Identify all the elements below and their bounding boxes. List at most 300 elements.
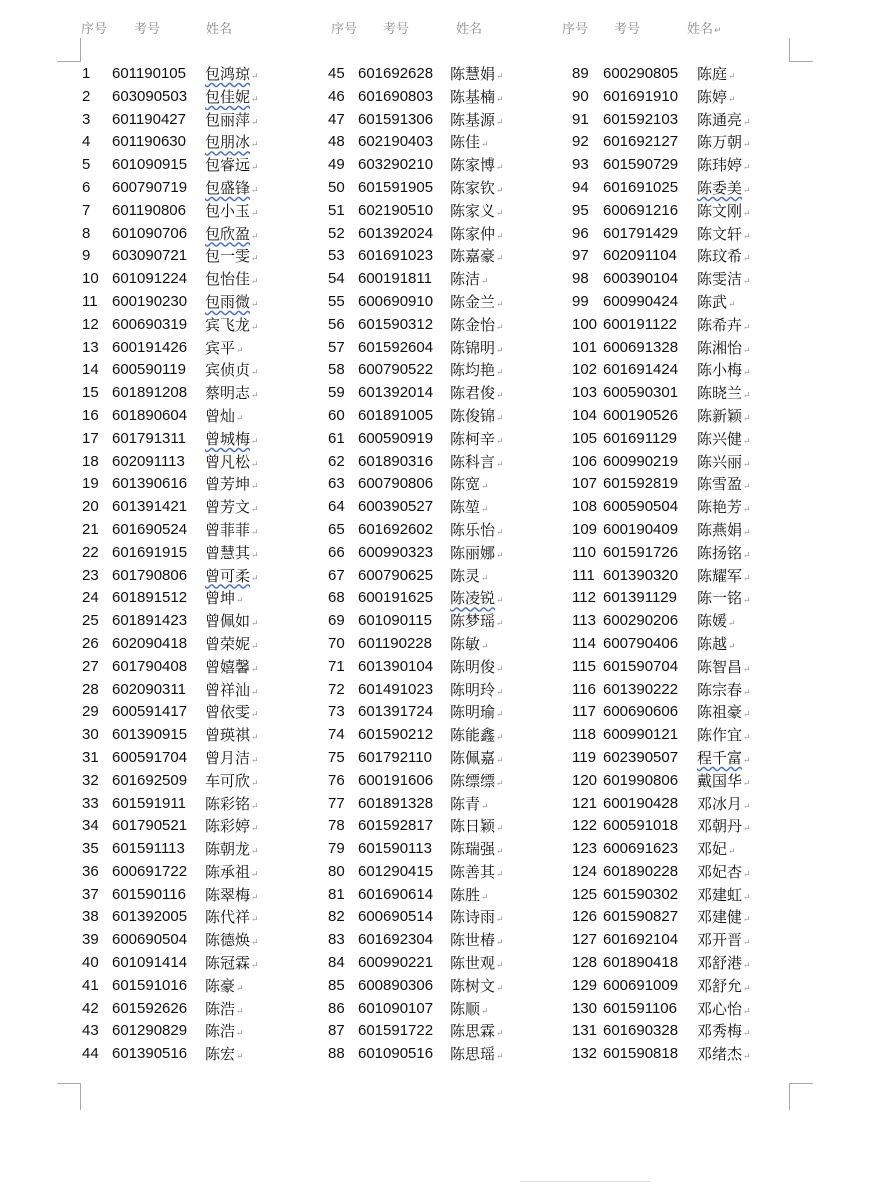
paragraph-mark: ↵: [251, 755, 259, 766]
exam-id: 601791311: [112, 429, 186, 447]
exam-id: 601790408: [112, 657, 188, 675]
table-row: [572, 884, 812, 907]
paragraph-mark: ↵: [743, 961, 751, 972]
student-name: 曾芳文: [205, 498, 251, 517]
table-row: [328, 154, 563, 177]
student-name: 陈代祥: [205, 908, 251, 927]
exam-id: 601690328: [603, 1022, 679, 1040]
table-row: [572, 268, 812, 291]
seq-number: 118: [572, 726, 596, 744]
seq-number: 33: [82, 794, 99, 812]
seq-number: 98: [572, 270, 589, 288]
exam-id: 601691023: [358, 247, 434, 265]
table-row: [328, 975, 563, 998]
table-row: [82, 747, 322, 770]
table-row: [572, 838, 812, 861]
exam-id: 601891328: [358, 794, 434, 812]
paragraph-mark: ↵: [251, 801, 259, 812]
seq-number: 95: [572, 201, 589, 219]
seq-number: 18: [82, 452, 99, 470]
exam-id: 601692628: [358, 65, 434, 82]
table-row: [82, 223, 322, 246]
seq-number: 99: [572, 292, 589, 310]
paragraph-mark: ↵: [251, 733, 259, 744]
student-name: 曾可柔: [205, 566, 251, 585]
paragraph-mark: ↵: [496, 755, 504, 766]
student-name: 陈燕娟: [697, 520, 743, 539]
exam-id: 600690319: [112, 315, 188, 333]
student-name: 陈武: [697, 292, 728, 311]
student-name: 曾芳坤: [205, 475, 251, 494]
student-name: 陈文轩: [697, 224, 743, 243]
exam-id: 601690524: [112, 520, 188, 538]
paragraph-mark: ↵: [251, 368, 259, 379]
table-row: [572, 929, 812, 952]
table-row: [328, 1020, 563, 1043]
student-name: 陈通亮: [697, 110, 743, 129]
exam-id: 601592604: [358, 338, 434, 356]
student-name: 戴国华: [697, 771, 743, 790]
exam-id: 600191426: [112, 338, 188, 356]
paragraph-mark: ↵: [251, 641, 259, 652]
paragraph-mark: ↵: [496, 94, 504, 105]
table-row: [328, 998, 563, 1021]
exam-id: 600191625: [358, 589, 434, 607]
seq-number: 110: [572, 543, 596, 561]
exam-id: 600390104: [603, 270, 679, 288]
student-name: 宾平: [205, 338, 236, 357]
paragraph-mark: ↵: [251, 892, 259, 903]
exam-id: 600690504: [112, 931, 188, 949]
student-name: 陈科言: [450, 452, 496, 471]
header-seq-3: 序号: [562, 22, 589, 37]
paragraph-mark: ↵: [728, 619, 736, 630]
student-name: 包丽萍: [205, 110, 251, 129]
table-row: [572, 337, 812, 360]
student-name: 陈梦瑶: [450, 612, 496, 631]
seq-number: 37: [82, 885, 99, 903]
exam-id: 601090107: [358, 999, 434, 1017]
table-row: [82, 815, 322, 838]
seq-number: 130: [572, 999, 598, 1017]
table-row: [328, 245, 563, 268]
table-row: [82, 793, 322, 816]
table-row: [328, 382, 563, 405]
student-name: 包怡佳: [205, 270, 251, 289]
student-name: 陈新颖: [697, 406, 743, 425]
seq-number: 28: [82, 680, 99, 698]
seq-number: 86: [328, 999, 345, 1017]
exam-id: 601091414: [112, 954, 188, 972]
seq-number: 20: [82, 498, 99, 516]
student-name: 曾佩如: [205, 612, 251, 631]
exam-id: 600790625: [358, 566, 434, 584]
seq-number: 29: [82, 703, 99, 721]
paragraph-mark: ↵: [496, 938, 504, 949]
table-row: [572, 131, 812, 154]
exam-id: 601491023: [358, 680, 434, 698]
student-name: 包一雯: [205, 247, 251, 266]
seq-number: 24: [82, 589, 99, 607]
table-row: [328, 496, 563, 519]
exam-id: 601290829: [112, 1022, 188, 1040]
table-row: [328, 929, 563, 952]
table-row: [328, 200, 563, 223]
exam-id: 601391129: [603, 589, 677, 607]
seq-number: 100: [572, 315, 598, 333]
exam-id: 602090311: [112, 680, 186, 698]
corner-mark-top-right: [789, 38, 813, 62]
seq-number: 56: [328, 315, 345, 333]
paragraph-mark: ↵: [496, 185, 504, 196]
exam-id: 601090915: [112, 156, 188, 174]
header-name-3: [687, 18, 722, 37]
table-row: [82, 314, 322, 337]
student-name: 陈宗春: [697, 680, 743, 699]
table-row: [572, 314, 812, 337]
exam-id: 600690910: [358, 292, 434, 310]
exam-id: 601590113: [358, 840, 432, 858]
paragraph-mark: ↵: [251, 710, 259, 721]
exam-id: 600790406: [603, 634, 679, 652]
seq-number: 71: [328, 657, 345, 675]
student-name: 邓舒允: [697, 976, 743, 995]
table-row: [82, 451, 322, 474]
seq-number: 58: [328, 361, 345, 379]
paragraph-mark: ↵: [496, 391, 504, 402]
paragraph-mark: ↵: [251, 277, 259, 288]
student-name: 陈婷: [697, 87, 728, 106]
paragraph-mark: ↵: [743, 391, 751, 402]
exam-id: 600591018: [603, 817, 679, 835]
exam-id: 600790719: [112, 178, 188, 196]
table-row: [328, 815, 563, 838]
roster-column-2: [328, 63, 563, 1066]
exam-id: 600990219: [603, 452, 679, 470]
seq-number: 84: [328, 954, 345, 972]
exam-id: 601692509: [112, 771, 188, 789]
exam-id: 600790522: [358, 361, 434, 379]
header-name-2: 姓名: [456, 22, 483, 37]
student-name: 曾凡松: [205, 452, 251, 471]
table-row: [82, 633, 322, 656]
table-row: [82, 952, 322, 975]
student-name: 陈佳: [450, 133, 481, 152]
seq-number: 8: [82, 224, 91, 242]
exam-id: 601590116: [112, 885, 186, 903]
student-name: 陈金兰: [450, 292, 496, 311]
exam-id: 601890228: [603, 862, 679, 880]
seq-number: 125: [572, 885, 598, 903]
student-name: 陈媛: [697, 612, 728, 631]
seq-number: 107: [572, 475, 598, 493]
seq-number: 81: [328, 885, 345, 903]
student-name: 陈越: [697, 634, 728, 653]
paragraph-mark: ↵: [236, 596, 244, 607]
exam-id: 601692602: [358, 520, 434, 538]
table-row: [328, 884, 563, 907]
table-row: [572, 496, 812, 519]
seq-number: 61: [328, 429, 345, 447]
table-row: [328, 838, 563, 861]
student-name: 陈晓兰: [697, 384, 743, 403]
table-row: [82, 1043, 322, 1066]
exam-id: 601691025: [603, 178, 679, 196]
paragraph-mark: ↵: [728, 847, 736, 858]
table-row: [572, 998, 812, 1021]
paragraph-mark: ↵: [251, 687, 259, 698]
student-name: 陈庭: [697, 65, 728, 83]
header-name-3-text: 姓名: [687, 22, 714, 37]
exam-id: 601592103: [603, 110, 679, 128]
student-name: 陈艳芳: [697, 498, 743, 517]
seq-number: 76: [328, 771, 345, 789]
paragraph-mark: ↵: [251, 938, 259, 949]
table-row: [572, 382, 812, 405]
seq-number: 104: [572, 406, 598, 424]
student-name: 陈堃: [450, 498, 481, 517]
table-row: [572, 701, 812, 724]
paragraph-mark: ↵: [481, 140, 489, 151]
student-name: 陈雯洁: [697, 270, 743, 289]
paragraph-mark: ↵: [743, 938, 751, 949]
table-row: [82, 929, 322, 952]
paragraph-mark: ↵: [743, 140, 751, 151]
seq-number: 26: [82, 634, 99, 652]
table-row: [82, 998, 322, 1021]
seq-number: 21: [82, 520, 99, 538]
seq-number: 105: [572, 429, 598, 447]
student-name: 邓朝丹: [697, 817, 743, 836]
seq-number: 103: [572, 384, 598, 402]
student-name: 曾嬉馨: [205, 657, 251, 676]
paragraph-mark: ↵: [743, 1006, 751, 1017]
exam-id: 600691009: [603, 976, 679, 994]
table-row: [328, 428, 563, 451]
seq-number: 39: [82, 931, 99, 949]
student-name: 曾城梅: [205, 429, 251, 448]
student-name: 陈扬铭: [697, 543, 743, 562]
seq-number: 106: [572, 452, 598, 470]
student-name: 陈浩: [205, 1022, 236, 1041]
table-row: [82, 861, 322, 884]
table-row: [82, 63, 322, 86]
student-name: 陈日颖: [450, 817, 496, 836]
student-name: 曾慧其: [205, 543, 251, 562]
student-name: 陈朝龙: [205, 840, 251, 859]
paragraph-mark: ↵: [743, 983, 751, 994]
student-name: 陈明瑜: [450, 703, 496, 722]
table-row: [572, 200, 812, 223]
table-row: [328, 86, 563, 109]
table-row: [328, 793, 563, 816]
table-row: [572, 1043, 812, 1066]
paragraph-mark: ↵: [481, 277, 489, 288]
table-row: [328, 405, 563, 428]
paragraph-mark: ↵: [743, 915, 751, 926]
seq-number: 16: [82, 406, 99, 424]
student-name: 陈宏: [205, 1045, 236, 1064]
paragraph-mark: ↵: [496, 983, 504, 994]
paragraph-mark: ↵: [743, 368, 751, 379]
seq-number: 102: [572, 361, 598, 379]
paragraph-mark: ↵: [743, 1052, 751, 1063]
exam-id: 601090115: [358, 612, 432, 630]
student-name: 陈耀军: [697, 566, 743, 585]
seq-number: 35: [82, 840, 99, 858]
seq-number: 11: [82, 292, 98, 310]
paragraph-mark: ↵: [251, 231, 259, 242]
seq-number: 111: [572, 566, 595, 584]
seq-number: 122: [572, 817, 598, 835]
exam-id: 601591905: [358, 178, 434, 196]
seq-number: 17: [82, 429, 99, 447]
paragraph-mark: ↵: [496, 117, 504, 128]
exam-id: 601591911: [112, 794, 186, 812]
student-name: 陈灵: [450, 566, 481, 585]
table-row: [82, 496, 322, 519]
table-row: [82, 770, 322, 793]
table-row: [82, 109, 322, 132]
student-name: 陈思霖: [450, 1022, 496, 1041]
table-row: [328, 701, 563, 724]
student-name: 陈明俊: [450, 657, 496, 676]
seq-number: 68: [328, 589, 345, 607]
paragraph-mark: ↵: [251, 322, 259, 333]
seq-number: 79: [328, 840, 345, 858]
paragraph-mark: ↵: [743, 1029, 751, 1040]
exam-id: 600790806: [358, 475, 434, 493]
paragraph-mark: ↵: [481, 482, 489, 493]
student-name: 陈顺: [450, 999, 481, 1018]
student-name: 陈凌锐: [450, 589, 496, 608]
seq-number: 131: [572, 1022, 598, 1040]
seq-number: 113: [572, 612, 596, 630]
paragraph-mark: ↵: [251, 505, 259, 516]
exam-id: 601390516: [112, 1045, 188, 1063]
seq-number: 82: [328, 908, 345, 926]
seq-number: 87: [328, 1022, 345, 1040]
student-name: 陈家仲: [450, 224, 496, 243]
seq-number: 52: [328, 224, 345, 242]
student-name: 陈彩铭: [205, 794, 251, 813]
exam-id: 601691915: [112, 543, 188, 561]
student-name: 陈兴健: [697, 429, 743, 448]
table-row: [82, 519, 322, 542]
exam-id: 601391724: [358, 703, 434, 721]
table-row: [572, 63, 812, 86]
student-name: 陈家义: [450, 201, 496, 220]
paragraph-mark: ↵: [743, 254, 751, 265]
paragraph-mark: ↵: [251, 550, 259, 561]
paragraph-mark: ↵: [496, 550, 504, 561]
student-name: 陈均艳: [450, 361, 496, 380]
table-row: [82, 86, 322, 109]
paragraph-mark: ↵: [496, 72, 504, 82]
paragraph-mark: ↵: [481, 892, 489, 903]
seq-number: 85: [328, 976, 345, 994]
table-row: [572, 177, 812, 200]
table-row: [572, 815, 812, 838]
paragraph-mark: ↵: [743, 185, 751, 196]
paragraph-mark: ↵: [251, 824, 259, 835]
exam-id: 601691910: [603, 87, 679, 105]
paragraph-mark: ↵: [236, 1006, 244, 1017]
exam-id: 600590301: [603, 384, 679, 402]
paragraph-mark: ↵: [481, 573, 489, 584]
student-name: 陈洁: [450, 270, 481, 289]
paragraph-mark: ↵: [496, 459, 504, 470]
table-row: [328, 291, 563, 314]
student-name: 邓心怡: [697, 999, 743, 1018]
seq-number: 38: [82, 908, 99, 926]
table-row: [572, 86, 812, 109]
table-row: [82, 1020, 322, 1043]
paragraph-mark: ↵: [743, 459, 751, 470]
table-row: [572, 1020, 812, 1043]
exam-id: 601592626: [112, 999, 188, 1017]
seq-number: 132: [572, 1045, 598, 1063]
student-name: 陈德焕: [205, 931, 251, 950]
student-name: 陈俊锦: [450, 406, 496, 425]
seq-number: 97: [572, 247, 589, 265]
seq-number: 92: [572, 133, 589, 151]
paragraph-mark: ↵: [743, 208, 751, 219]
seq-number: 4: [82, 133, 91, 151]
student-name: 曾荣妮: [205, 634, 251, 653]
student-name: 陈希卉: [697, 315, 743, 334]
paragraph-mark: ↵: [496, 619, 504, 630]
seq-number: 48: [328, 133, 345, 151]
paragraph-mark: ↵: [496, 710, 504, 721]
seq-number: 124: [572, 862, 598, 880]
paragraph-mark: ↵: [743, 550, 751, 561]
paragraph-mark: ↵: [728, 299, 736, 310]
paragraph-mark: ↵: [743, 824, 751, 835]
student-name: 陈金怡: [450, 315, 496, 334]
table-row: [572, 975, 812, 998]
seq-number: 108: [572, 498, 598, 516]
paragraph-mark: ↵: [251, 185, 259, 196]
seq-number: 23: [82, 566, 99, 584]
paragraph-mark: ↵: [251, 163, 259, 174]
exam-id: 601591722: [358, 1022, 434, 1040]
table-row: [328, 906, 563, 929]
exam-id: 600191811: [358, 270, 432, 288]
paragraph-mark: ↵: [236, 1029, 244, 1040]
student-name: 包欣盈: [205, 224, 251, 243]
exam-id: 601591106: [603, 999, 677, 1017]
student-name-cell: [205, 1043, 244, 1069]
seq-number: 13: [82, 338, 99, 356]
exam-id: 601590212: [358, 726, 434, 744]
exam-id: 601590729: [603, 156, 679, 174]
student-name: 陈嘉豪: [450, 247, 496, 266]
student-name: 邓建虹: [697, 885, 743, 904]
exam-id: 600591704: [112, 748, 188, 766]
header-name-1: 姓名: [206, 22, 233, 37]
exam-id: 600190409: [603, 520, 679, 538]
student-name-cell: [450, 1043, 504, 1069]
paragraph-mark: ↵: [743, 322, 751, 333]
paragraph-mark: ↵: [481, 505, 489, 516]
student-name: 陈雪盈: [697, 475, 743, 494]
seq-number: 47: [328, 110, 345, 128]
exam-id: 601390104: [358, 657, 434, 675]
exam-id: 601290415: [358, 862, 434, 880]
table-row: [572, 245, 812, 268]
seq-number: 50: [328, 178, 345, 196]
